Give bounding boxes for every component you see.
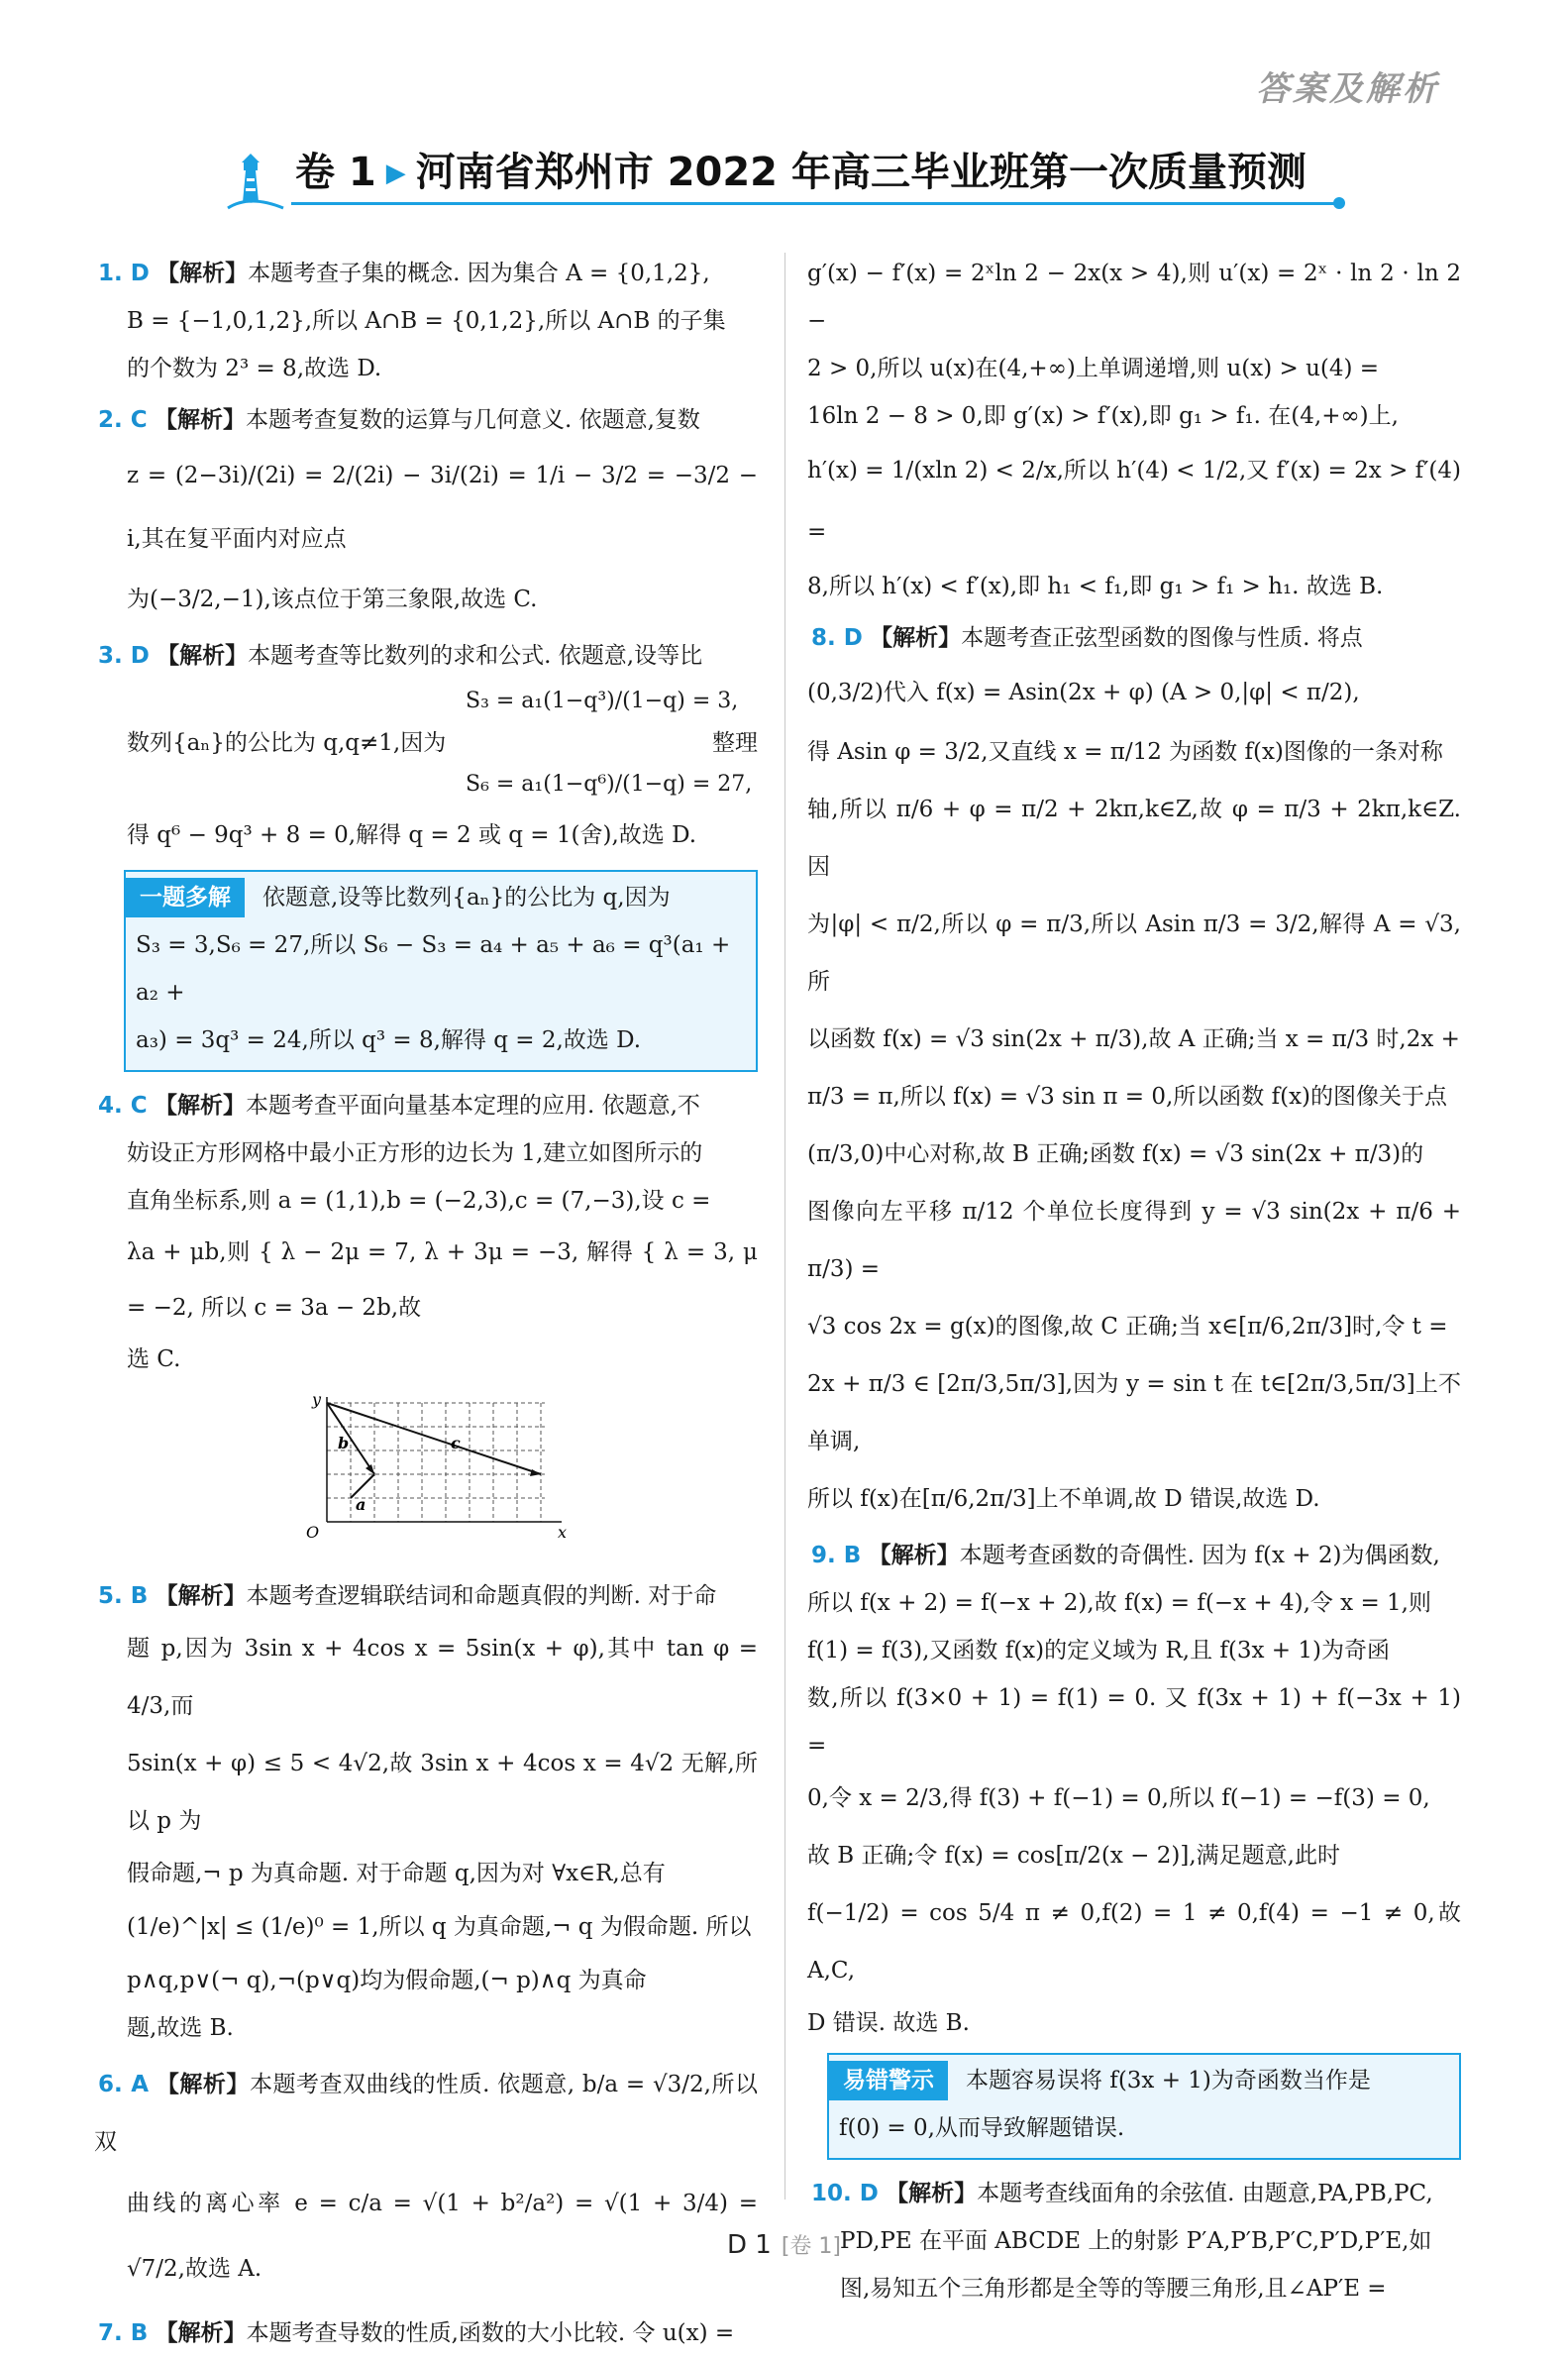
answer-text: 为(−3/2,−1),该点位于第三象限,故选 C. (127, 587, 538, 612)
vector-a-label: a (356, 1495, 366, 1514)
answer-text: p∧q,p∨(¬ q),¬(p∨q)均为假命题,(¬ p)∧q 为真命 (127, 1968, 647, 1993)
answer-text: 本题考查复数的运算与几何意义. 依题意,复数 (245, 407, 700, 433)
answer-number: 3. D (98, 643, 150, 669)
analysis-tag: 【解析】 (886, 2181, 978, 2206)
answer-number: 2. C (98, 407, 148, 433)
answer-text: 所以 f(x + 2) = f(−x + 2),故 f(x) = f(−x + 4),令 x = 1,则 (807, 1590, 1431, 1616)
answer-text: f(1) = f(3),又函数 f(x)的定义域为 R,且 f(3x + 1)为奇函 (807, 1638, 1390, 1663)
answer-text: 0,令 x = 2/3,得 f(3) + f(−1) = 0,所以 f(−1) = −f(3) = 0, (807, 1785, 1430, 1811)
analysis-tag: 【解析】 (155, 1583, 247, 1609)
box-text: 本题容易误将 f(3x + 1)为奇函数当作是 (966, 2068, 1371, 2093)
answer-text: 8,所以 h′(x) < f′(x),即 h₁ < f₁,即 g₁ > f₁ > h₁. 故选 B. (807, 574, 1384, 599)
answer-text: 故 B 正确;令 f(x) = cos[π/2(x − 2)],满足题意,此时 (807, 1843, 1340, 1869)
answer-text: π/3 = π,所以 f(x) = √3 sin π = 0,所以函数 f(x)的图像关于点 (807, 1084, 1448, 1110)
answer-number: 8. D (811, 625, 863, 651)
analysis-tag: 【解析】 (157, 261, 249, 286)
answer-text: 假命题,¬ p 为真命题. 对于命题 q,因为对 ∀x∈R,总有 (127, 1861, 666, 1886)
answer-text: 本题考查子集的概念. 因为集合 A = {0,1,2}, (248, 261, 710, 286)
right-column (807, 250, 1461, 2316)
answer-text: 所以 f(x)在[π/6,2π/3]上不单调,故 D 错误,故选 D. (807, 1486, 1320, 1512)
answer-text: PD,PE 在平面 ABCDE 上的射影 P′A,P′B,P′C,P′D,P′E,如 (840, 2228, 1432, 2254)
answer-formula: z = (2−3i)/(2i) = 2/(2i) − 3i/(2i) = 1/i − 3/2 = −3/2 − i,其在复平面内对应点 (127, 463, 758, 552)
answer-1 (94, 250, 758, 392)
answer-text: 为|φ| < π/2,所以 φ = π/3,所以 Asin π/3 = 3/2,解得 A = √3,所 (807, 912, 1461, 995)
answer-6 (94, 2056, 758, 2302)
title-dot (1333, 197, 1345, 209)
header-corner-label: 答案及解析 (1256, 69, 1439, 109)
answer-text: 本题考查等比数列的求和公式. 依题意,设等比 (248, 643, 703, 669)
answer-text: 图像向左平移 π/12 个单位长度得到 y = √3 sin(2x + π/6 + π/3) = (807, 1199, 1461, 1282)
answer-formula: S₃ = a₁(1−q³)/(1−q) = 3, (466, 689, 739, 713)
analysis-tag: 【解析】 (155, 2320, 247, 2346)
answer-text: 数,所以 f(3×0 + 1) = f(1) = 0. 又 f(3x + 1) + f(−3x + 1) = (807, 1685, 1461, 1759)
answer-3 (94, 632, 758, 864)
answer-9 (807, 1532, 1461, 2047)
answer-text: f(−1/2) = cos 5/4 π ≠ 0,f(2) = 1 ≠ 0,f(4) = −1 ≠ 0,故 A,C, (807, 1900, 1461, 1984)
answer-text: 本题考查导数的性质,函数的大小比较. 令 u(x) = (246, 2320, 735, 2346)
answer-text: (1/e)^|x| ≤ (1/e)⁰ = 1,所以 q 为真命题,¬ q 为假命题. 所以 (127, 1914, 752, 1940)
answer-number: 4. C (98, 1093, 148, 1119)
answer-4 (94, 1082, 758, 1568)
y-axis-label: y (312, 1393, 322, 1409)
box-text: S₃ = 3,S₆ = 27,所以 S₆ − S₃ = a₄ + a₅ + a₆ = q³(a₁ + a₂ + (136, 932, 731, 1006)
answer-text: 本题考查线面角的余弦值. 由题意,PA,PB,PC, (977, 2181, 1433, 2206)
answer-text: 图,易知五个三角形都是全等的等腰三角形,且∠AP′E = (840, 2276, 1387, 2302)
answer-text: 得 Asin φ = 3/2,又直线 x = π/12 为函数 f(x)图像的一条对称 (807, 739, 1443, 765)
answer-text: 妨设正方形网格中最小正方形的边长为 1,建立如图所示的 (127, 1140, 703, 1166)
analysis-tag: 【解析】 (157, 643, 249, 669)
answer-text: √3 cos 2x = g(x)的图像,故 C 正确;当 x∈[π/6,2π/3]时,令 t = (807, 1314, 1448, 1340)
answer-text: 本题考查逻辑联结词和命题真假的判断. 对于命 (246, 1583, 717, 1609)
answer-number: 1. D (98, 261, 150, 286)
answer-text: 本题考查函数的奇偶性. 因为 f(x + 2)为偶函数, (959, 1543, 1440, 1568)
common-mistake-title: 易错警示 (829, 2061, 948, 2100)
answer-number: 7. B (98, 2320, 149, 2346)
answer-formula: λa + μb,则 { λ − 2μ = 7, λ + 3μ = −3, 解得 { λ = 3, μ = −2, 所以 c = 3a − 2b,故 (127, 1239, 758, 1321)
answer-text: g′(x) − f′(x) = 2ˣln 2 − 2x(x > 4),则 u′(x) = 2ˣ · ln 2 · ln 2 − (807, 261, 1461, 334)
exam-number: 卷 1 (295, 150, 376, 195)
vector-grid-figure (302, 1393, 570, 1542)
answer-text: 本题考查双曲线的性质. 依题意, b/a = √3/2,所以双 (94, 2072, 758, 2155)
page-title-banner (220, 141, 1339, 220)
answer-text: 16ln 2 − 8 > 0,即 g′(x) > f′(x),即 g₁ > f₁. 在(4,+∞)上, (807, 403, 1399, 429)
analysis-tag: 【解析】 (870, 625, 962, 651)
box-text: a₃) = 3q³ = 24,所以 q³ = 8,解得 q = 2,故选 D. (136, 1027, 642, 1053)
answer-text: 选 C. (127, 1346, 181, 1372)
column-divider (784, 253, 785, 2200)
answer-7 (94, 2309, 758, 2357)
answer-text: 的个数为 2³ = 8,故选 D. (127, 356, 382, 381)
page-footer (0, 2229, 1568, 2260)
play-triangle-icon: ▶ (385, 159, 406, 188)
box-text: 依题意,设等比数列{aₙ}的公比为 q,因为 (262, 885, 671, 911)
answer-text: B = {−1,0,1,2},所以 A∩B = {0,1,2},所以 A∩B 的子集 (127, 308, 726, 334)
answer-text: 题,故选 B. (127, 2015, 234, 2041)
answer-text: 题 p,因为 3sin x + 4cos x = 5sin(x + φ),其中 tan φ = 4/3,而 (127, 1636, 759, 1719)
analysis-tag: 【解析】 (868, 1543, 960, 1568)
answer-text: (π/3,0)中心对称,故 B 正确;函数 f(x) = √3 sin(2x + π/3)的 (807, 1141, 1424, 1167)
answer-formula: S₆ = a₁(1−q⁶)/(1−q) = 27, (466, 772, 753, 797)
page-number: D 1 (727, 2230, 772, 2260)
answer-text: 2x + π/3 ∈ [2π/3,5π/3],因为 y = sin t 在 t∈[2π/3,5π/3]上不单调, (807, 1371, 1461, 1454)
answer-number: 10. D (811, 2181, 879, 2206)
answer-text: 以函数 f(x) = √3 sin(2x + π/3),故 A 正确;当 x = π/3 时,2x + (807, 1026, 1460, 1052)
left-column (94, 250, 758, 2361)
answer-formula: (0,3/2)代入 f(x) = Asin(2x + φ) (A > 0,|φ| < π/2), (807, 680, 1360, 705)
answer-text: 轴,所以 π/6 + φ = π/2 + 2kπ,k∈Z,故 φ = π/3 + 2kπ,k∈Z. 因 (807, 797, 1461, 880)
x-axis-label: x (558, 1523, 568, 1542)
analysis-tag: 【解析】 (154, 407, 246, 433)
answer-text: 5sin(x + φ) ≤ 5 < 4√2,故 3sin x + 4cos x = 4√2 无解,所以 p 为 (127, 1751, 758, 1834)
box-text: f(0) = 0,从而导致解题错误. (839, 2115, 1125, 2141)
analysis-tag: 【解析】 (154, 1093, 246, 1119)
alt-solution-title: 一题多解 (126, 878, 245, 917)
answer-formula: 曲线的离心率 e = c/a = √(1 + b²/a²) = √(1 + 3/4) = √7/2,故选 A. (127, 2191, 758, 2282)
page-title (295, 141, 1307, 197)
answer-text: 2 > 0,所以 u(x)在(4,+∞)上单调递增,则 u(x) > u(4) = (807, 356, 1380, 381)
vector-c-label: c (451, 1434, 461, 1452)
section-label: [卷 1] (781, 2234, 841, 2259)
lighthouse-icon (220, 151, 285, 214)
answer-formula: h′(x) = 1/(xln 2) < 2/x,所以 h′(4) < 1/2,又 f′(x) = 2x > f′(4) = (807, 458, 1461, 545)
answer-text: 本题考查平面向量基本定理的应用. 依题意,不 (245, 1093, 700, 1119)
answer-text: 本题考查正弦型函数的图像与性质. 将点 (961, 625, 1363, 651)
origin-label: O (306, 1523, 320, 1542)
analysis-tag: 【解析】 (156, 2072, 250, 2097)
answer-8 (807, 614, 1461, 1528)
answer-number: 9. B (811, 1543, 862, 1568)
common-mistake-box (827, 2053, 1461, 2160)
answer-text: 直角坐标系,则 a = (1,1),b = (−2,3),c = (7,−3),设 c = (127, 1188, 711, 1214)
exam-title: 河南省郑州市 2022 年高三毕业班第一次质量预测 (415, 150, 1307, 195)
alt-solution-box (124, 870, 758, 1072)
title-underline (291, 202, 1339, 205)
answer-number: 5. B (98, 1583, 149, 1609)
vector-b-label: b (338, 1434, 350, 1452)
answer-2 (94, 396, 758, 628)
answer-7-continued (807, 250, 1461, 610)
answer-text: 整理 (712, 730, 758, 756)
answer-5 (94, 1572, 758, 2052)
answer-text: 得 q⁶ − 9q³ + 8 = 0,解得 q = 2 或 q = 1(舍),故选 D. (127, 822, 697, 848)
answer-number: 6. A (98, 2072, 150, 2097)
answer-text: 数列{aₙ}的公比为 q,q≠1,因为 (127, 730, 447, 756)
answer-text: D 错误. 故选 B. (807, 2010, 970, 2036)
